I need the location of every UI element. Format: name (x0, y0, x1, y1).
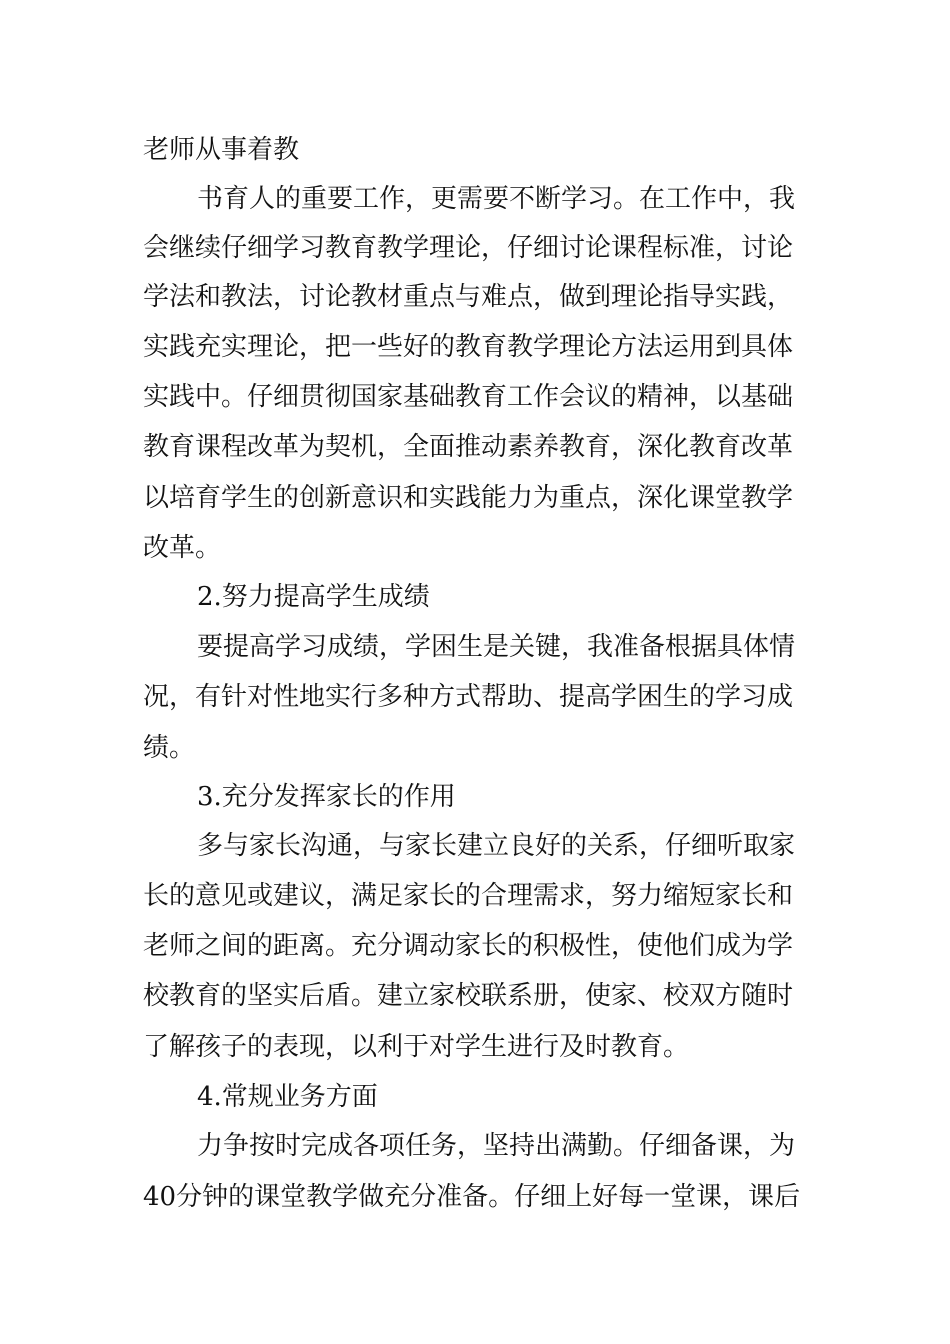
text-line: 老师从事着教 (143, 135, 300, 165)
paragraph-line: 力争按时完成各项任务，坚持出满勤。仔细备课，为 (197, 1131, 796, 1161)
paragraph-line: 了解孩子的表现，以利于对学生进行及时教育。 (143, 1032, 690, 1062)
paragraph-line: 多与家长沟通，与家长建立良好的关系，仔细听取家 (197, 831, 796, 861)
paragraph-line: 以培育学生的创新意识和实践能力为重点，深化课堂教学 (143, 483, 794, 513)
paragraph-line: 实践中。仔细贯彻国家基础教育工作会议的精神，以基础 (143, 382, 794, 412)
paragraph-line: 校教育的坚实后盾。建立家校联系册，使家、校双方随时 (143, 981, 794, 1011)
paragraph-line: 40分钟的课堂教学做充分准备。仔细上好每一堂课，课后 (143, 1182, 801, 1212)
paragraph-line: 实践充实理论，把一些好的教育教学理论方法运用到具体 (143, 332, 794, 362)
section-heading: 3.充分发挥家长的作用 (197, 782, 456, 812)
paragraph-line: 长的意见或建议，满足家长的合理需求，努力缩短家长和 (143, 881, 794, 911)
section-heading: 2.努力提高学生成绩 (197, 582, 430, 612)
paragraph-line: 书育人的重要工作，更需要不断学习。在工作中，我 (197, 184, 796, 214)
paragraph-line: 要提高学习成绩，学困生是关键，我准备根据具体情 (197, 632, 796, 662)
paragraph-line: 老师之间的距离。充分调动家长的积极性，使他们成为学 (143, 931, 794, 961)
paragraph-line: 教育课程改革为契机，全面推动素养教育，深化教育改革 (143, 432, 794, 462)
paragraph-line: 会继续仔细学习教育教学理论，仔细讨论课程标准，讨论 (143, 233, 794, 263)
paragraph-line: 学法和教法，讨论教材重点与难点，做到理论指导实践， (143, 282, 794, 312)
section-heading: 4.常规业务方面 (197, 1082, 378, 1112)
paragraph-line: 况，有针对性地实行多种方式帮助、提高学困生的学习成 (143, 682, 794, 712)
paragraph-line: 改革。 (143, 533, 222, 563)
paragraph-line: 绩。 (143, 733, 196, 763)
